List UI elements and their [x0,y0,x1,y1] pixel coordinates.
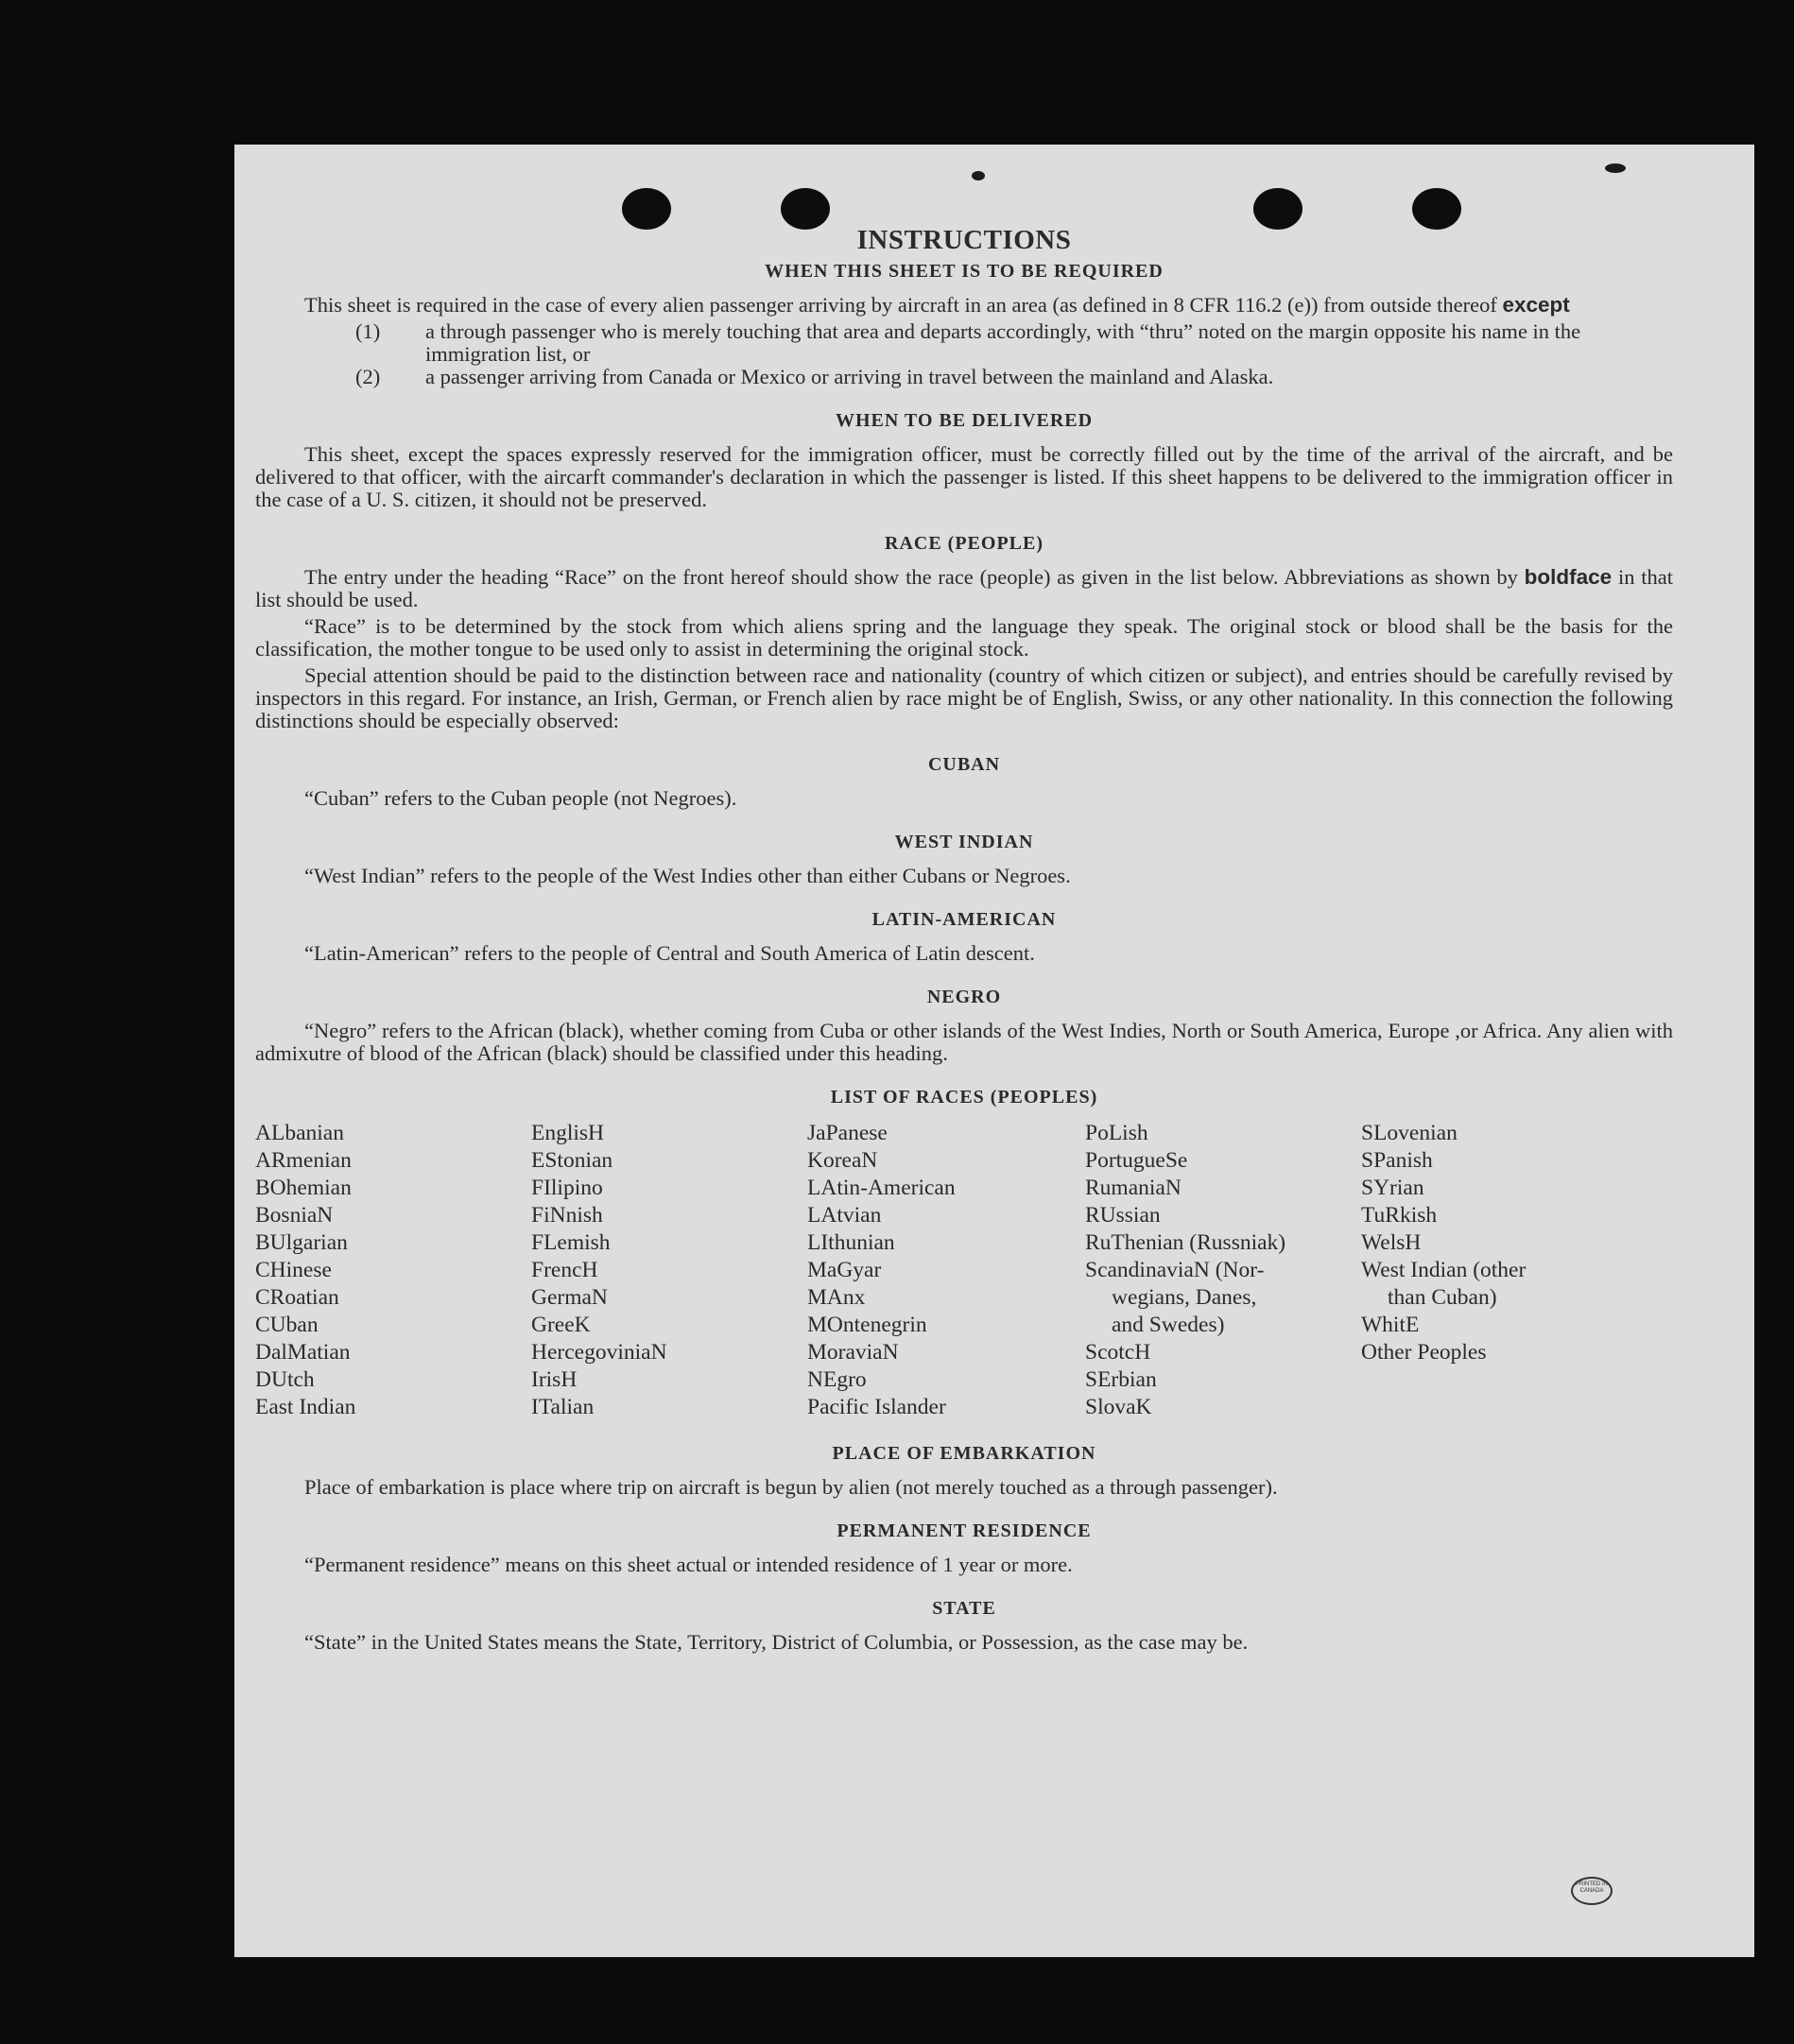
race-entry: GermaN [531,1285,608,1310]
race-entry: MoraviaN [807,1340,899,1365]
heading-west-indian: WEST INDIAN [894,832,1034,852]
races-column-3 [807,1120,1085,1421]
embarkation-text: Place of embarkation is place where trip on aircraft is begun by alien (not merely touched as a through passenger). [304,1475,1278,1499]
cuban-text: “Cuban” refers to the Cuban people (not Negroes). [304,786,737,810]
race-entry: LAtin-American [807,1176,956,1200]
race-entry: West Indian (other [1361,1258,1527,1282]
race-entry: ITalian [531,1395,595,1419]
delivered-text: This sheet, except the spaces expressly reserved for the immigration officer, must be correctly filled out by the time of the arrival of the aircraft, and be delivered to that officer, with the aircarft commander's declaration in which the passenger is listed. If this sheet happens to be delivered to the immigration officer in the case of a U. S. citizen, it should not be preserved. [255,442,1673,511]
race-entry: SLovenian [1361,1121,1458,1145]
heading-embarkation: PLACE OF EMBARKATION [832,1443,1096,1464]
race-entry: ARmenian [255,1148,352,1173]
race-entry: FIlipino [531,1176,603,1200]
race-entry: BOhemian [255,1176,352,1200]
race-entry: CRoatian [255,1285,339,1310]
race-entry-continued: than Cuban) [1388,1285,1497,1310]
page-title: INSTRUCTIONS [856,225,1072,255]
race-entry: CUban [255,1313,319,1337]
races-list [255,1120,1673,1421]
race-paragraph-3: Special attention should be paid to the distinction between race and nationality (country of which citizen or subject), and entries should be carefully revised by inspectors in this regard. For instance, an Irish, German, or French alien by race might be of English, Swiss, or any other nationality. In this connection the following distinctions should be especially observed: [255,663,1673,732]
race-entry: SlovaK [1085,1395,1152,1419]
race-entry: WelsH [1361,1230,1422,1255]
race-paragraph-1: The entry under the heading “Race” on the front hereof should show the race (people) as given in the list below. Abbreviations as shown by boldface in that list should be used. [255,565,1673,611]
race-entry: KoreaN [807,1148,878,1173]
race-entry: DalMatian [255,1340,351,1365]
race-entry: East Indian [255,1395,356,1419]
race-entry: LAtvian [807,1203,882,1228]
race-entry: HercegoviniaN [531,1340,667,1365]
race-entry: EnglisH [531,1121,605,1145]
printer-stamp: PRINTED IN CANADA [1571,1877,1613,1905]
race-entry: SYrian [1361,1176,1424,1200]
race-paragraph-2: “Race” is to be determined by the stock from which aliens spring and the language they speak. The original stock or blood shall be the basis for the classification, the mother tongue to be used only to assist in determining the original stock. [255,614,1673,661]
race-entry: SErbian [1085,1367,1157,1392]
heading-latin-american: LATIN-AMERICAN [871,909,1057,930]
latin-american-text: “Latin-American” refers to the people of Central and South America of Latin descent. [304,941,1035,965]
race-entry: WhitE [1361,1313,1420,1337]
races-column-5 [1361,1120,1597,1421]
race-entry: NEgro [807,1367,867,1392]
heading-race: RACE (PEOPLE) [885,533,1044,554]
race-entry: MaGyar [807,1258,882,1282]
race-entry: DUtch [255,1367,315,1392]
race-entry: FLemish [531,1230,611,1255]
races-column-2 [531,1120,807,1421]
race-entry-continued: wegians, Danes, [1112,1285,1257,1310]
race-entry: CHinese [255,1258,332,1282]
race-entry: ALbanian [255,1121,344,1145]
permanent-residence-text: “Permanent residence” means on this sheet actual or intended residence of 1 year or more. [304,1553,1073,1576]
races-column-1 [255,1120,531,1421]
race-entry: BosniaN [255,1203,334,1228]
race-entry: Other Peoples [1361,1340,1487,1365]
required-intro: This sheet is required in the case of every alien passenger arriving by aircraft in an area (as defined in 8 CFR 116.2 (e)) from outside thereof except [304,293,1570,317]
race-entry: PoLish [1085,1121,1148,1145]
race-entry: JaPanese [807,1121,888,1145]
heading-required: WHEN THIS SHEET IS TO BE REQUIRED [765,261,1164,282]
race-entry: FiNnish [531,1203,603,1228]
heading-negro: NEGRO [926,987,1002,1007]
race-entry: RUssian [1085,1203,1161,1228]
race-entry: IrisH [531,1367,578,1392]
race-entry: MOntenegrin [807,1313,927,1337]
document-page [234,145,1754,1957]
race-entry: RumaniaN [1085,1176,1182,1200]
heading-permanent-residence: PERMANENT RESIDENCE [837,1520,1092,1541]
state-text: “State” in the United States means the State, Territory, District of Columbia, or Possession, as the case may be. [304,1630,1249,1654]
race-entry: LIthunian [807,1230,895,1255]
heading-delivered: WHEN TO BE DELIVERED [835,410,1094,431]
race-entry: ScotcH [1085,1340,1151,1365]
race-entry: PortugueSe [1085,1148,1188,1173]
race-entry: ScandinaviaN (Nor- [1085,1258,1265,1282]
negro-text: “Negro” refers to the African (black), whether coming from Cuba or other islands of the West Indies, North or South America, Europe ,or Africa. Any alien with admixutre of blood of the African (black) should be classified under this heading. [255,1019,1673,1065]
race-entry: Pacific Islander [807,1395,946,1419]
race-entry: SPanish [1361,1148,1433,1173]
heading-cuban: CUBAN [927,754,1001,775]
races-column-4 [1085,1120,1361,1421]
ink-speck [972,171,985,180]
race-entry: BUlgarian [255,1230,348,1255]
heading-state: STATE [932,1598,996,1619]
west-indian-text: “West Indian” refers to the people of the West Indies other than either Cubans or Negroes. [304,864,1071,887]
heading-list-of-races: LIST OF RACES (PEOPLES) [830,1087,1098,1108]
instructions-content [255,224,1673,1658]
race-entry-continued: and Swedes) [1112,1313,1225,1337]
race-entry: RuThenian (Russniak) [1085,1230,1286,1255]
required-item-2: (2) a passenger arriving from Canada or Mexico or arriving in travel between the mainland and Alaska. [355,365,1274,388]
race-entry: MAnx [807,1285,866,1310]
required-item-1: (1) a through passenger who is merely touching that area and departs accordingly, with “thru” noted on the margin opposite his name in the immigration list, or [355,319,1581,366]
ink-speck [1605,163,1626,173]
race-entry: EStonian [531,1148,613,1173]
race-entry: GreeK [531,1313,591,1337]
race-entry: FrencH [531,1258,598,1282]
race-entry: TuRkish [1361,1203,1438,1228]
